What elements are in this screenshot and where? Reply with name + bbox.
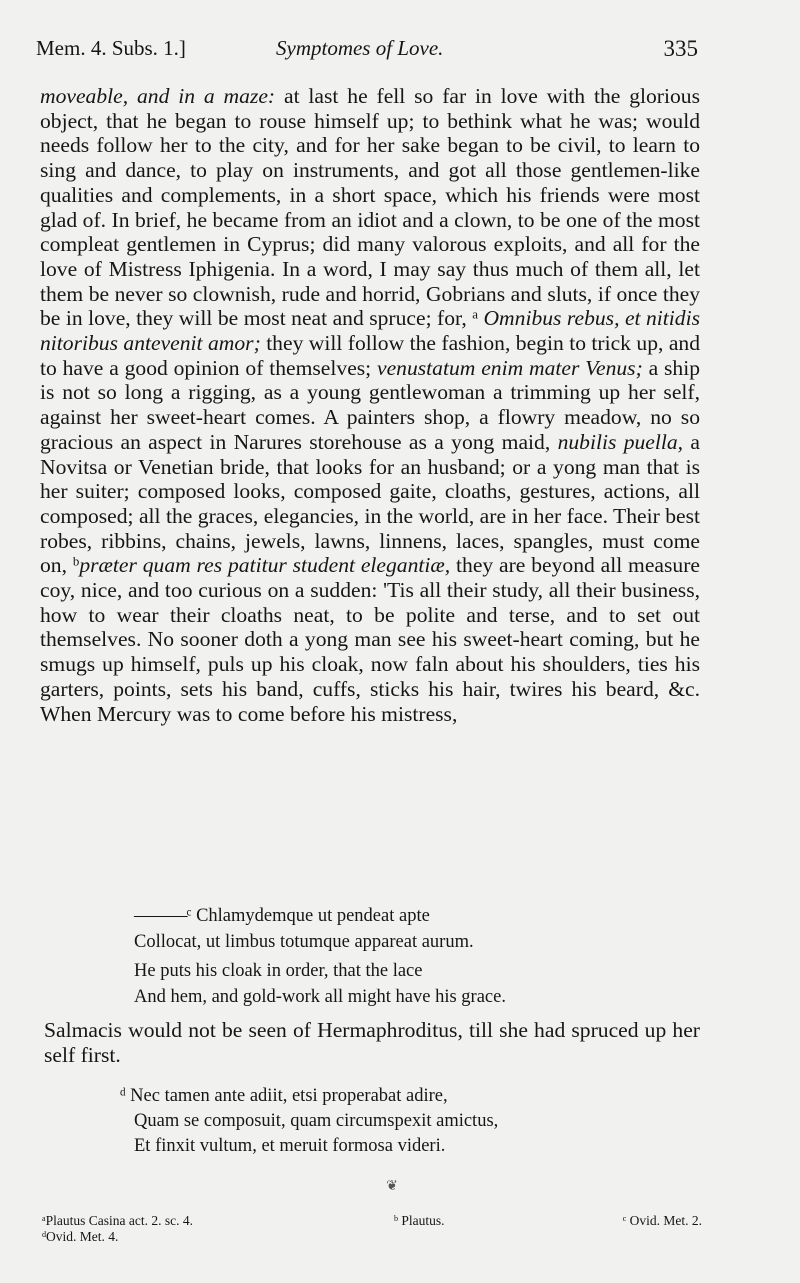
verse-dash: ——— xyxy=(134,906,187,926)
verse-text: Chlamydemque ut pendeat apte xyxy=(191,906,430,926)
page-number: 335 xyxy=(663,36,698,61)
verse-line xyxy=(134,903,694,929)
footnote-d-text: Ovid. Met. 4. xyxy=(46,1229,119,1244)
footnotes xyxy=(42,1212,702,1248)
verse-line: Collocat, ut limbus totumque appareat aurum. xyxy=(134,932,474,952)
footnote-c-text: Ovid. Met. 2. xyxy=(626,1213,702,1228)
footnote-a xyxy=(42,1212,193,1229)
latin-verse-block-2 xyxy=(120,1084,680,1159)
footnote-marker-d: d xyxy=(120,1086,126,1099)
latin-quote: præter quam res patitur student elegantiæ, xyxy=(79,553,451,578)
footnote-a-mark: a xyxy=(42,1213,46,1223)
latin-verse-block xyxy=(134,903,694,955)
footnote-c-mark: c xyxy=(622,1213,627,1223)
verse-line: He puts his cloak in order, that the lace xyxy=(134,961,423,981)
footnote-c xyxy=(623,1212,702,1229)
italic-phrase: moveable, and in a maze: xyxy=(40,84,276,108)
footnote-d-mark: d xyxy=(42,1229,47,1239)
footnote-d xyxy=(42,1228,118,1245)
footnote-b-text: Plautus. xyxy=(398,1213,445,1228)
footnote-marker-b: b xyxy=(72,553,80,569)
footnote-marker-a: a xyxy=(472,306,478,322)
english-verse-block xyxy=(134,958,694,1010)
text-run: they are beyond all measure coy, nice, and too curious on a sudden: 'Tis all their study, all their business, how to wear their cloaths neat, to be polite and terse, and to set out themselves. No sooner doth a yong man see his sweet-heart coming, but he smugs up himself, puls up his cloak, now faln about his shoulders, ties his garters, points, sets his band, cuffs, sticks his hair, twires his beard, &c. When Mercury was to come before his mistress, xyxy=(40,553,700,726)
running-title: Symptomes of Love. xyxy=(276,36,444,60)
text-run: a Novitsa or Venetian bride, that looks for an husband; or a yong man that is her suiter; composed looks, composed gaite, cloaths, gestures, actions, all composed; all the graces, elegancies, in the world, are in her face. Their best robes, ribbins, chains, jewels, lawns, linnens, laces, spangles, must come on, xyxy=(40,429,700,578)
footnote-b-mark: b xyxy=(394,1213,399,1223)
verse-line: And hem, and gold-work all might have his grace. xyxy=(134,987,506,1007)
verse-line xyxy=(120,1084,680,1109)
text-run: at last he fell so far in love with the glorious object, that he began to rouse himself up; to bethink what he was; would needs follow her to the city, and for her sake began to be civil, to learn to sing and dance, to play on instruments, and got all those gentlemen-like qualities and complements, in a short space, which his friends were most glad of. In brief, he became from an idiot and a clown, to be one of the most compleat gentlemen in Cyprus; did many valorous exploits, and all for the love of Mistress Iphigenia. In a word, I may say thus much of them all, let them be never so clownish, rude and horrid, Gobrians and sluts, if once they be in love, they will be most neat and spruce; for, xyxy=(40,84,700,331)
ornament-icon: ❦ xyxy=(386,1178,398,1194)
latin-quote: Omnibus rebus, et nitidis nitoribus antevenit amor; xyxy=(40,306,700,356)
footnote-b xyxy=(394,1212,445,1229)
verse-line: Quam se composuit, quam circumspexit amictus, xyxy=(134,1111,499,1131)
footnote-marker-c: c xyxy=(186,906,192,919)
latin-quote: venustatum enim mater Venus; xyxy=(377,355,643,380)
salmacis-paragraph: Salmacis would not be seen of Hermaphroditus, till she had spruced up her self first. xyxy=(44,1018,700,1067)
section-reference: Mem. 4. Subs. 1.] xyxy=(36,36,186,60)
footnote-a-text: Plautus Casina act. 2. sc. 4. xyxy=(45,1213,193,1228)
main-paragraph xyxy=(40,84,700,726)
text-run: a ship is not so long a rigging, as a young gentlewoman a trimming up her self, against her sweet-heart comes. A painters shop, a flowry meadow, no so gracious an aspect in Narures storehouse as a yong maid, xyxy=(40,355,700,454)
verse-line: Et finxit vultum, et meruit formosa videri. xyxy=(134,1136,446,1156)
latin-phrase: nubilis puella, xyxy=(557,429,684,454)
running-header xyxy=(36,36,698,70)
text-run: they will follow the fashion, begin to trick up, and to have a good opinion of themselves; xyxy=(40,331,700,380)
verse-text: Nec tamen ante adiit, etsi properabat adire, xyxy=(125,1086,448,1106)
